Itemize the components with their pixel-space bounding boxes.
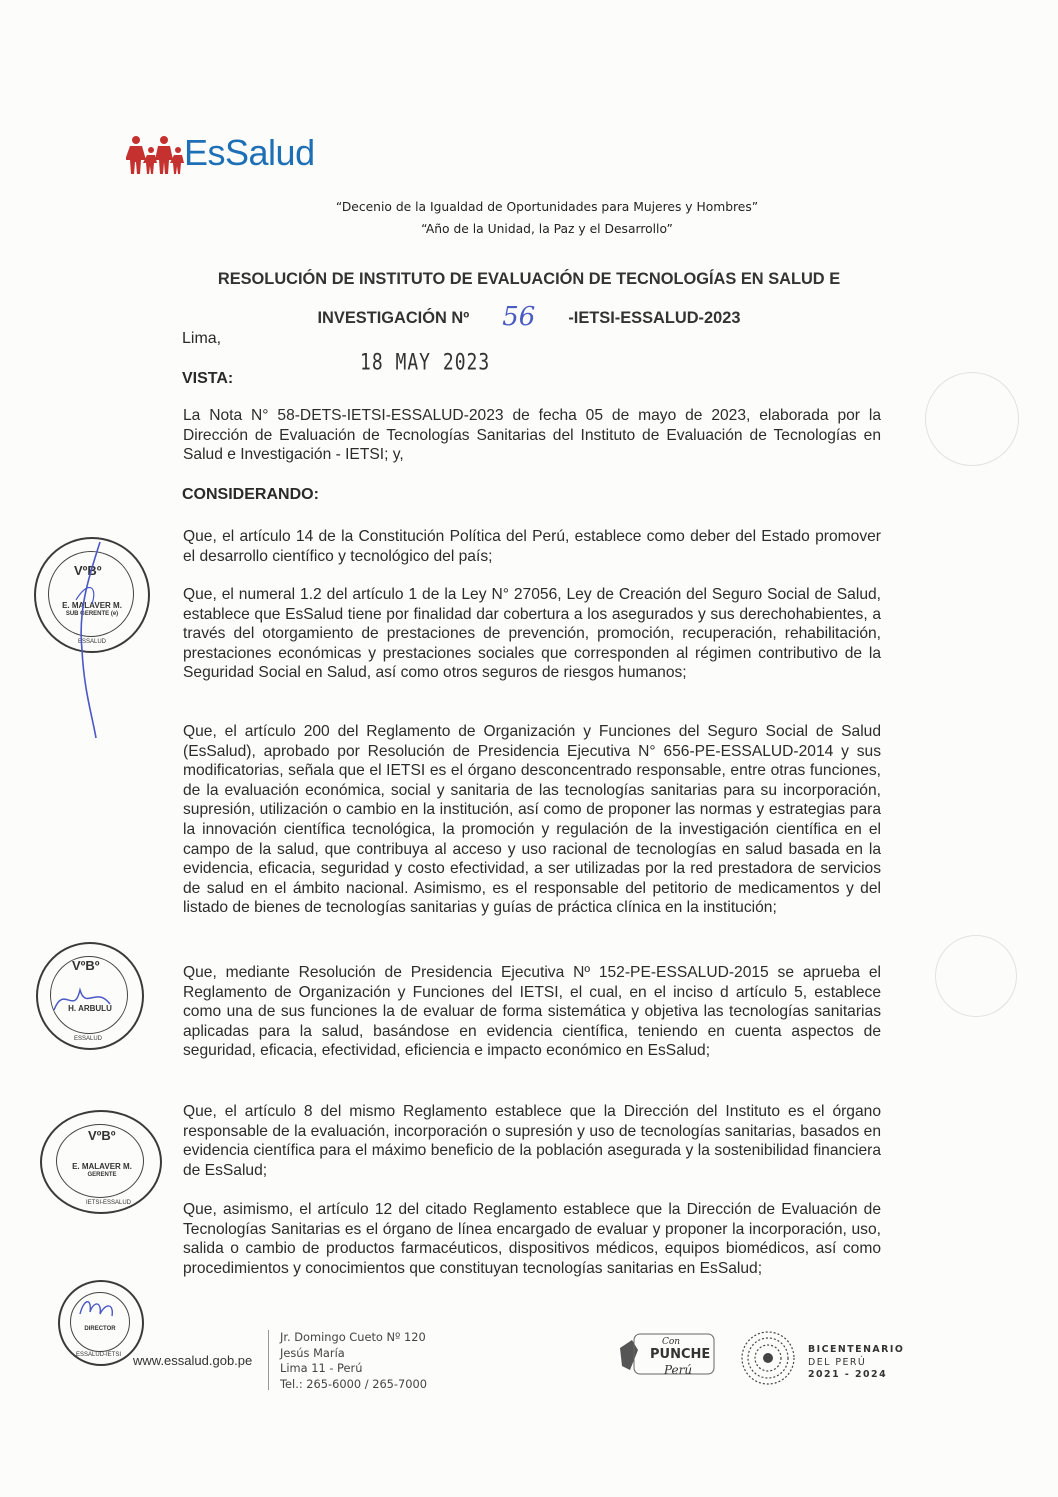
- seal-name: H. ARBULU: [68, 1004, 112, 1013]
- title-prefix: INVESTIGACIÓN Nº: [317, 309, 470, 327]
- address-line: Jr. Domingo Cueto Nº 120: [280, 1330, 426, 1344]
- initials-scribble-icon: [76, 1294, 120, 1322]
- seal-ring-text: ESSALUD-IETSI: [76, 1352, 122, 1358]
- peru-text: Perú: [664, 1363, 693, 1377]
- motto-decenio: “Decenio de la Igualdad de Oportunidades para Mujeres y Hombres”: [335, 200, 759, 214]
- signature-scribble-icon: [50, 980, 120, 1020]
- bicentenario-line: DEL PERÚ: [808, 1356, 867, 1368]
- paragraph-vista: La Nota N° 58-DETS-IETSI-ESSALUD-2023 de fecha 05 de mayo de 2023, elaborada por la Dirección de Evaluación de Tecnologías Sanitarias del Instituto de Evaluación de Tecnologías en Salud e Investigación - IETSI; y,: [183, 407, 881, 464]
- title-suffix: -IETSI-ESSALUD-2023: [568, 309, 741, 327]
- punche-text: PUNCHE: [650, 1347, 711, 1362]
- footer-address: [280, 1330, 427, 1392]
- address-line: Lima 11 - Perú: [280, 1361, 363, 1376]
- resolution-title-line2: [0, 300, 1058, 330]
- bicentenario-line: BICENTENARIO: [808, 1344, 905, 1355]
- seal-name: E. MALAVER M.: [72, 1162, 132, 1171]
- footer-website: www.essalud.gob.pe: [133, 1353, 253, 1368]
- seal-vb: VºBº: [88, 1128, 116, 1143]
- place: Lima,: [182, 330, 222, 347]
- resolution-title: RESOLUCIÓN DE INSTITUTO DE EVALUACIÓN DE TECNOLOGÍAS EN SALUD E: [217, 270, 841, 288]
- seal-ring-text: ESSALUD: [74, 1036, 103, 1042]
- footer-divider: [268, 1330, 269, 1390]
- seal-name: E. MALAVER M.: [62, 601, 122, 610]
- con-punche-peru-logo: [612, 1326, 722, 1386]
- signature-mark-icon: [70, 540, 110, 740]
- date-stamp: 18 MAY 2023: [360, 349, 491, 376]
- paragraph-considerando-5: Que, el artículo 8 del mismo Reglamento establece que la Dirección del Instituto es el órgano responsable de la evaluación, incorporación o supresión y uso de tecnologías sanitarias, basados en evidencia científica para el máximo beneficio de la población asegurada y la sostenibilidad financiera de EsSalud;: [183, 1103, 881, 1179]
- motto-year: “Año de la Unidad, la Paz y el Desarrollo”: [421, 222, 673, 236]
- seal-vb: VºBº: [72, 958, 100, 973]
- paragraph-considerando-3: Que, el artículo 200 del Reglamento de Organización y Funciones del Seguro Social de Salud (EsSalud), aprobado por Resolución de Presidencia Ejecutiva N° 656-PE-ESSALUD-2014 y sus modificatorias, señala que el IETSI es el órgano desconcentrado responsable, entre otras funciones, de la evaluación económica, social y sanitaria de las tecnologías sanitarias para su incorporación, supresión, utilización o cambio en la institución, así como de proponer las normas y estrategias para la innovación científica tecnológica, la promoción y regulación de la investigación científica en el campo de la salud, que contribuya al acceso y uso racional de tecnologías en salud basada en la evidencia, eficacia, seguridad y costo efectividad, a ser utilizadas por la red prestadora de servicios de salud en el ámbito nacional. Asimismo, es el responsable del petitorio de medicamentos y del listado de bienes de tecnologías sanitarias y guías de práctica clínica en la institución;: [183, 723, 881, 917]
- seal-role: DIRECTOR: [84, 1326, 116, 1332]
- bicentenario-emblem-icon: [738, 1328, 798, 1388]
- bicentenario-text: [808, 1344, 904, 1382]
- logo-text: EsSalud: [184, 132, 315, 173]
- heading-considerando: CONSIDERANDO:: [182, 486, 319, 503]
- paragraph-considerando-2: Que, el numeral 1.2 del artículo 1 de la Ley N° 27056, Ley de Creación del Seguro Social de Salud, establece que EsSalud tiene por finalidad dar cobertura a los asegurados y sus derechohabientes, a través del otorgamiento de prestaciones de prevención, promoción, recuperación, rehabilitación, prestaciones económicas y prestaciones sociales que corresponden al régimen contributivo de la Seguridad Social en Salud, así como otros seguros de riesgos humanos;: [183, 586, 881, 682]
- address-line: Jesús María: [280, 1345, 345, 1360]
- paragraph-considerando-4: Que, mediante Resolución de Presidencia Ejecutiva Nº 152-PE-ESSALUD-2015 se aprueba el Reglamento de Organización y Funciones del IETSI, el cual, en el inciso d artículo 5, establece como una de sus funciones la de evaluar de forma sistemática y objetiva las tecnologías sanitarias aplicadas para la salud, basándose en evidencia científica, teniendo en cuenta aspectos de seguridad, eficacia, efectividad, eficiencia e impacto económico en EsSalud;: [183, 964, 881, 1060]
- faint-seal-mark: [925, 372, 1019, 466]
- family-figures-icon: [126, 132, 186, 176]
- essalud-logo: [126, 128, 326, 178]
- resolution-number: 56: [502, 302, 536, 332]
- seal-vb: VºBº: [74, 563, 102, 578]
- faint-seal-mark: [935, 935, 1017, 1017]
- seal-role: GERENTE: [87, 1172, 117, 1178]
- bicentenario-line: 2021 - 2024: [808, 1369, 888, 1380]
- heading-vista: VISTA:: [182, 370, 234, 387]
- approval-seal-gerente: [40, 1110, 162, 1214]
- address-line: Tel.: 265-6000 / 265-7000: [280, 1376, 428, 1391]
- seal-role: SUB GERENTE (e): [65, 611, 119, 617]
- paragraph-considerando-1: Que, el artículo 14 de la Constitución Política del Perú, establece como deber del Estado promover el desarrollo científico y tecnológico del país;: [183, 528, 881, 565]
- seal-ring-text: IETSI-ESSALUD: [86, 1200, 132, 1206]
- approval-seal-director: [58, 1280, 144, 1366]
- paragraph-considerando-6: Que, asimismo, el artículo 12 del citado Reglamento establece que la Dirección de Evaluación de Tecnologías Sanitarias es el órgano de línea encargado de evaluar y proponer la incorporación, uso, salida o cambio de productos farmacéuticos, dispositivos médicos, equipos biomédicos, así como procedimientos y conocimientos que constituyan tecnologías sanitarias en EsSalud;: [183, 1201, 881, 1277]
- seal-ring-text: ESSALUD: [78, 639, 107, 645]
- con-text: Con: [662, 1337, 681, 1347]
